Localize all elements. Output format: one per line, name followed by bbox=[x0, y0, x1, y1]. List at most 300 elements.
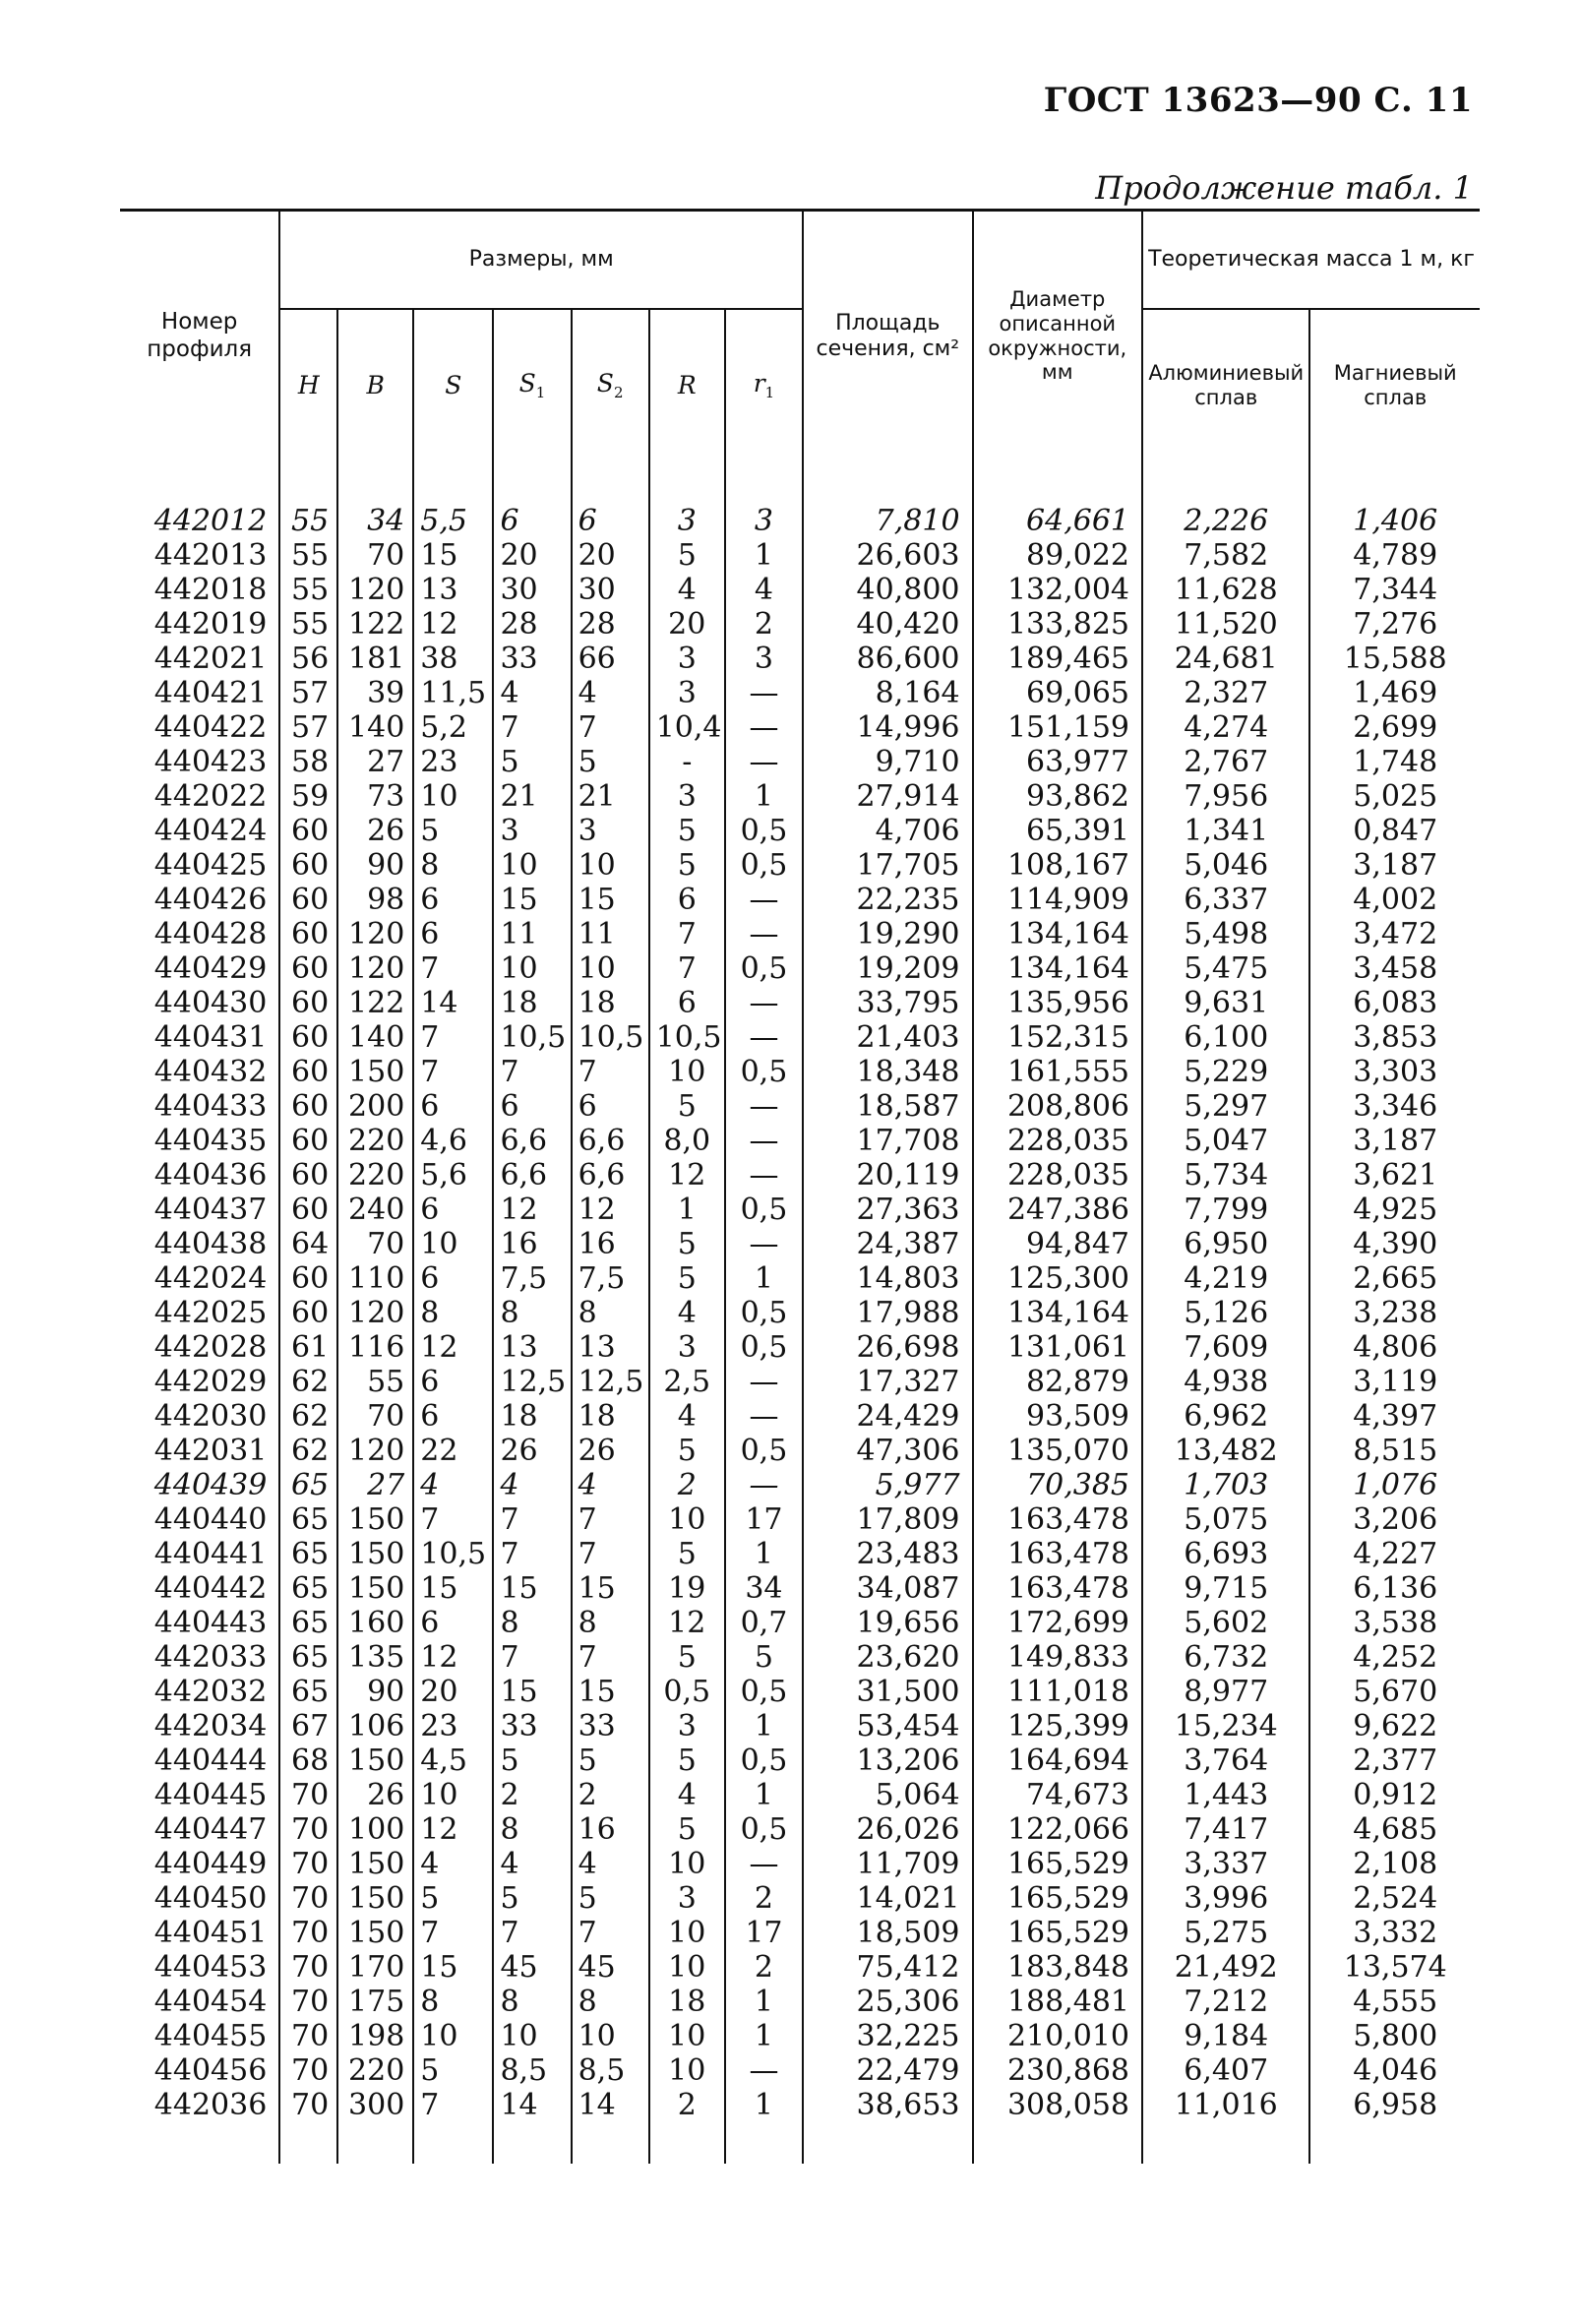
cell-h: 65 bbox=[279, 1606, 337, 1640]
cell-r: 7 bbox=[649, 917, 725, 951]
header-s1 bbox=[493, 309, 571, 460]
cell-b: 300 bbox=[337, 2088, 413, 2122]
cell-r: 10 bbox=[649, 2019, 725, 2053]
table-row bbox=[120, 1847, 1480, 1881]
cell-b: 150 bbox=[337, 1916, 413, 1950]
table-row bbox=[120, 1330, 1480, 1365]
cell-b: 90 bbox=[337, 848, 413, 883]
cell-b: 70 bbox=[337, 1399, 413, 1434]
cell-b: 55 bbox=[337, 1365, 413, 1399]
cell-magnesium-mass: 1,406 bbox=[1309, 460, 1480, 538]
cell-area: 17,809 bbox=[803, 1502, 972, 1537]
cell-profile-number: 440443 bbox=[153, 1606, 268, 1640]
cell-s2: 15 bbox=[572, 1675, 649, 1709]
cell-h: 60 bbox=[279, 814, 337, 848]
cell-magnesium-mass: 13,574 bbox=[1309, 1950, 1480, 1985]
cell-diameter: 165,529 bbox=[973, 1916, 1142, 1950]
cell-area: 19,656 bbox=[803, 1606, 972, 1640]
cell-s1: 7 bbox=[493, 1640, 571, 1675]
cell-h: 64 bbox=[279, 1227, 337, 1261]
cell-aluminium-mass: 5,046 bbox=[1142, 848, 1309, 883]
cell-h: 62 bbox=[279, 1434, 337, 1468]
cell-h: 57 bbox=[279, 676, 337, 710]
cell-s1: 21 bbox=[493, 779, 571, 814]
cell-magnesium-mass: 2,377 bbox=[1309, 1743, 1480, 1778]
cell-area: 23,620 bbox=[803, 1640, 972, 1675]
cell-diameter: 165,529 bbox=[973, 1847, 1142, 1881]
cell-s2: 5 bbox=[572, 1881, 649, 1916]
cell-s2: 6,6 bbox=[572, 1124, 649, 1158]
header-profile-number: Номер профиля bbox=[120, 211, 279, 461]
cell-h: 55 bbox=[279, 573, 337, 607]
cell-aluminium-mass: 3,337 bbox=[1142, 1847, 1309, 1881]
cell-b: 120 bbox=[337, 573, 413, 607]
table-row bbox=[120, 642, 1480, 676]
cell-h: 57 bbox=[279, 710, 337, 745]
header-s1-subscript: 1 bbox=[535, 383, 546, 401]
cell-diameter: 74,673 bbox=[973, 1778, 1142, 1812]
cell-area: 17,327 bbox=[803, 1365, 972, 1399]
cell-h: 60 bbox=[279, 1055, 337, 1089]
cell-h: 55 bbox=[279, 538, 337, 573]
cell-profile-number: 442018 bbox=[153, 573, 268, 607]
cell-r: 3 bbox=[649, 779, 725, 814]
cell-b: 120 bbox=[337, 951, 413, 986]
cell-b: 34 bbox=[337, 460, 413, 538]
cell-profile-number: 440423 bbox=[153, 745, 268, 779]
cell-magnesium-mass: 1,076 bbox=[1309, 1468, 1480, 1502]
cell-b: 150 bbox=[337, 1571, 413, 1606]
cell-area: 47,306 bbox=[803, 1434, 972, 1468]
cell-magnesium-mass: 1,748 bbox=[1309, 745, 1480, 779]
spacer-cell bbox=[973, 2122, 1142, 2164]
cell-profile-number: 440432 bbox=[153, 1055, 268, 1089]
cell-diameter: 189,465 bbox=[973, 642, 1142, 676]
cell-aluminium-mass: 3,996 bbox=[1142, 1881, 1309, 1916]
cell-s2: 33 bbox=[572, 1709, 649, 1743]
cell-magnesium-mass: 4,252 bbox=[1309, 1640, 1480, 1675]
table-row bbox=[120, 1296, 1480, 1330]
cell-s2: 16 bbox=[572, 1812, 649, 1847]
cell-profile-number: 440424 bbox=[153, 814, 268, 848]
cell-s: 6 bbox=[413, 1399, 493, 1434]
cell-diameter: 135,956 bbox=[973, 986, 1142, 1020]
cell-h: 70 bbox=[279, 2053, 337, 2088]
cell-magnesium-mass: 4,390 bbox=[1309, 1227, 1480, 1261]
cell-r: 10 bbox=[649, 1950, 725, 1985]
cell-s1: 5 bbox=[493, 1881, 571, 1916]
cell-diameter: 69,065 bbox=[973, 676, 1142, 710]
cell-aluminium-mass: 7,582 bbox=[1142, 538, 1309, 573]
cell-r: 5 bbox=[649, 1089, 725, 1124]
cell-s2: 2 bbox=[572, 1778, 649, 1812]
cell-r1: 1 bbox=[725, 1709, 803, 1743]
cell-s: 12 bbox=[413, 1640, 493, 1675]
cell-s: 7 bbox=[413, 1502, 493, 1537]
cell-s1: 28 bbox=[493, 607, 571, 642]
cell-b: 150 bbox=[337, 1055, 413, 1089]
cell-r1: — bbox=[725, 1847, 803, 1881]
cell-s1: 33 bbox=[493, 642, 571, 676]
header-area: Площадь сечения, см² bbox=[803, 211, 972, 461]
table-row bbox=[120, 986, 1480, 1020]
cell-aluminium-mass: 8,977 bbox=[1142, 1675, 1309, 1709]
cell-s1: 10 bbox=[493, 951, 571, 986]
table-row bbox=[120, 1502, 1480, 1537]
cell-profile-number: 440456 bbox=[153, 2053, 268, 2088]
cell-h: 70 bbox=[279, 1916, 337, 1950]
cell-area: 40,420 bbox=[803, 607, 972, 642]
table-row bbox=[120, 1881, 1480, 1916]
cell-r1: 34 bbox=[725, 1571, 803, 1606]
cell-profile-number: 440442 bbox=[153, 1571, 268, 1606]
table-row bbox=[120, 1055, 1480, 1089]
cell-h: 65 bbox=[279, 1640, 337, 1675]
spacer-cell bbox=[1142, 2122, 1309, 2164]
cell-b: 120 bbox=[337, 1434, 413, 1468]
cell-area: 26,698 bbox=[803, 1330, 972, 1365]
cell-s1: 18 bbox=[493, 986, 571, 1020]
cell-s2: 8 bbox=[572, 1985, 649, 2019]
cell-magnesium-mass: 4,227 bbox=[1309, 1537, 1480, 1571]
cell-b: 220 bbox=[337, 1158, 413, 1193]
cell-r1: 17 bbox=[725, 1502, 803, 1537]
cell-profile-number: 440433 bbox=[153, 1089, 268, 1124]
cell-r1: — bbox=[725, 1089, 803, 1124]
cell-s1: 10,5 bbox=[493, 1020, 571, 1055]
cell-r: 18 bbox=[649, 1985, 725, 2019]
cell-s: 6 bbox=[413, 1089, 493, 1124]
cell-s2: 10 bbox=[572, 951, 649, 986]
cell-s: 15 bbox=[413, 538, 493, 573]
cell-s1: 8 bbox=[493, 1296, 571, 1330]
cell-aluminium-mass: 9,184 bbox=[1142, 2019, 1309, 2053]
cell-profile-number: 442024 bbox=[153, 1261, 268, 1296]
cell-diameter: 161,555 bbox=[973, 1055, 1142, 1089]
cell-magnesium-mass: 4,806 bbox=[1309, 1330, 1480, 1365]
table-row bbox=[120, 779, 1480, 814]
cell-aluminium-mass: 2,767 bbox=[1142, 745, 1309, 779]
cell-aluminium-mass: 6,732 bbox=[1142, 1640, 1309, 1675]
cell-h: 62 bbox=[279, 1399, 337, 1434]
cell-r1: 2 bbox=[725, 1881, 803, 1916]
cell-r1: — bbox=[725, 917, 803, 951]
cell-magnesium-mass: 4,046 bbox=[1309, 2053, 1480, 2088]
cell-s2: 18 bbox=[572, 1399, 649, 1434]
cell-r: 8,0 bbox=[649, 1124, 725, 1158]
cell-s: 7 bbox=[413, 1055, 493, 1089]
header-s: S bbox=[413, 309, 493, 460]
spacer-cell bbox=[279, 2122, 337, 2164]
cell-diameter: 228,035 bbox=[973, 1124, 1142, 1158]
cell-area: 23,483 bbox=[803, 1537, 972, 1571]
header-magnesium: Магниевый сплав bbox=[1309, 309, 1480, 460]
cell-r1: — bbox=[725, 986, 803, 1020]
cell-b: 120 bbox=[337, 917, 413, 951]
table-row bbox=[120, 1158, 1480, 1193]
cell-s: 4 bbox=[413, 1468, 493, 1502]
cell-s2: 7 bbox=[572, 1502, 649, 1537]
cell-r: 10 bbox=[649, 1916, 725, 1950]
cell-s2: 66 bbox=[572, 642, 649, 676]
cell-area: 31,500 bbox=[803, 1675, 972, 1709]
cell-diameter: 70,385 bbox=[973, 1468, 1142, 1502]
cell-r: 12 bbox=[649, 1158, 725, 1193]
cell-b: 70 bbox=[337, 538, 413, 573]
cell-s: 4,5 bbox=[413, 1743, 493, 1778]
cell-s1: 5 bbox=[493, 1743, 571, 1778]
table-row bbox=[120, 538, 1480, 573]
cell-r1: — bbox=[725, 1399, 803, 1434]
cell-r1: — bbox=[725, 883, 803, 917]
cell-s1: 30 bbox=[493, 573, 571, 607]
cell-s: 5 bbox=[413, 2053, 493, 2088]
cell-r1: 1 bbox=[725, 1261, 803, 1296]
cell-r1: 0,5 bbox=[725, 951, 803, 986]
cell-area: 9,710 bbox=[803, 745, 972, 779]
cell-magnesium-mass: 2,524 bbox=[1309, 1881, 1480, 1916]
cell-s2: 18 bbox=[572, 986, 649, 1020]
cell-profile-number: 440435 bbox=[153, 1124, 268, 1158]
cell-h: 70 bbox=[279, 1881, 337, 1916]
cell-s2: 26 bbox=[572, 1434, 649, 1468]
cell-magnesium-mass: 3,119 bbox=[1309, 1365, 1480, 1399]
cell-h: 65 bbox=[279, 1502, 337, 1537]
cell-h: 55 bbox=[279, 607, 337, 642]
cell-s: 12 bbox=[413, 607, 493, 642]
cell-s: 10,5 bbox=[413, 1537, 493, 1571]
cell-s2: 10 bbox=[572, 848, 649, 883]
cell-diameter: 63,977 bbox=[973, 745, 1142, 779]
cell-s1: 2 bbox=[493, 1778, 571, 1812]
cell-profile-number: 440430 bbox=[153, 986, 268, 1020]
cell-s: 8 bbox=[413, 1985, 493, 2019]
cell-diameter: 163,478 bbox=[973, 1571, 1142, 1606]
table-row bbox=[120, 1193, 1480, 1227]
table-row bbox=[120, 1571, 1480, 1606]
cell-r: 5 bbox=[649, 1227, 725, 1261]
cell-s2: 16 bbox=[572, 1227, 649, 1261]
cell-aluminium-mass: 5,602 bbox=[1142, 1606, 1309, 1640]
cell-b: 160 bbox=[337, 1606, 413, 1640]
cell-magnesium-mass: 2,108 bbox=[1309, 1847, 1480, 1881]
cell-r1: 2 bbox=[725, 1950, 803, 1985]
table-row bbox=[120, 1399, 1480, 1434]
cell-s1: 7 bbox=[493, 1502, 571, 1537]
cell-magnesium-mass: 3,332 bbox=[1309, 1916, 1480, 1950]
cell-h: 59 bbox=[279, 779, 337, 814]
table-row bbox=[120, 2053, 1480, 2088]
cell-s2: 14 bbox=[572, 2088, 649, 2122]
cell-r1: 0,5 bbox=[725, 1675, 803, 1709]
cell-s: 5,2 bbox=[413, 710, 493, 745]
cell-s1: 6 bbox=[493, 460, 571, 538]
cell-area: 33,795 bbox=[803, 986, 972, 1020]
cell-r: 2 bbox=[649, 1468, 725, 1502]
cell-h: 70 bbox=[279, 1778, 337, 1812]
spacer-cell bbox=[413, 2122, 493, 2164]
cell-magnesium-mass: 3,346 bbox=[1309, 1089, 1480, 1124]
table-row bbox=[120, 1434, 1480, 1468]
cell-s: 7 bbox=[413, 951, 493, 986]
table-row bbox=[120, 710, 1480, 745]
cell-profile-number: 442029 bbox=[153, 1365, 268, 1399]
cell-s1: 7 bbox=[493, 1916, 571, 1950]
cell-r1: 1 bbox=[725, 1537, 803, 1571]
cell-aluminium-mass: 21,492 bbox=[1142, 1950, 1309, 1985]
cell-r1: — bbox=[725, 1227, 803, 1261]
cell-s1: 16 bbox=[493, 1227, 571, 1261]
cell-magnesium-mass: 0,847 bbox=[1309, 814, 1480, 848]
cell-r1: 4 bbox=[725, 573, 803, 607]
cell-r: 2 bbox=[649, 2088, 725, 2122]
cell-aluminium-mass: 5,229 bbox=[1142, 1055, 1309, 1089]
cell-b: 106 bbox=[337, 1709, 413, 1743]
cell-aluminium-mass: 11,628 bbox=[1142, 573, 1309, 607]
cell-magnesium-mass: 4,789 bbox=[1309, 538, 1480, 573]
cell-aluminium-mass: 9,631 bbox=[1142, 986, 1309, 1020]
cell-s2: 8 bbox=[572, 1296, 649, 1330]
cell-magnesium-mass: 6,958 bbox=[1309, 2088, 1480, 2122]
cell-aluminium-mass: 13,482 bbox=[1142, 1434, 1309, 1468]
cell-s2: 6 bbox=[572, 1089, 649, 1124]
cell-b: 27 bbox=[337, 1468, 413, 1502]
cell-s: 15 bbox=[413, 1950, 493, 1985]
cell-s1: 12,5 bbox=[493, 1365, 571, 1399]
cell-s1: 7 bbox=[493, 710, 571, 745]
cell-area: 18,587 bbox=[803, 1089, 972, 1124]
cell-magnesium-mass: 2,699 bbox=[1309, 710, 1480, 745]
table-body bbox=[120, 460, 1480, 2164]
table-row bbox=[120, 1675, 1480, 1709]
cell-s2: 7 bbox=[572, 1055, 649, 1089]
cell-diameter: 132,004 bbox=[973, 573, 1142, 607]
cell-s: 6 bbox=[413, 1606, 493, 1640]
cell-s2: 8 bbox=[572, 1606, 649, 1640]
cell-diameter: 152,315 bbox=[973, 1020, 1142, 1055]
cell-r1: 1 bbox=[725, 538, 803, 573]
table-row bbox=[120, 607, 1480, 642]
header-s1-symbol: S bbox=[518, 368, 536, 398]
cell-s: 13 bbox=[413, 573, 493, 607]
cell-s2: 7,5 bbox=[572, 1261, 649, 1296]
cell-r: 5 bbox=[649, 1261, 725, 1296]
cell-s2: 4 bbox=[572, 676, 649, 710]
cell-h: 65 bbox=[279, 1468, 337, 1502]
cell-s1: 4 bbox=[493, 676, 571, 710]
cell-diameter: 93,509 bbox=[973, 1399, 1142, 1434]
cell-b: 150 bbox=[337, 1502, 413, 1537]
cell-area: 19,209 bbox=[803, 951, 972, 986]
header-r1 bbox=[725, 309, 803, 460]
cell-aluminium-mass: 6,407 bbox=[1142, 2053, 1309, 2088]
cell-diameter: 308,058 bbox=[973, 2088, 1142, 2122]
cell-magnesium-mass: 4,685 bbox=[1309, 1812, 1480, 1847]
cell-h: 70 bbox=[279, 1985, 337, 2019]
cell-area: 75,412 bbox=[803, 1950, 972, 1985]
cell-s1: 4 bbox=[493, 1847, 571, 1881]
cell-s2: 12 bbox=[572, 1193, 649, 1227]
table-row bbox=[120, 573, 1480, 607]
header-b: B bbox=[337, 309, 413, 460]
cell-area: 27,914 bbox=[803, 779, 972, 814]
cell-s1: 6,6 bbox=[493, 1158, 571, 1193]
cell-r: 5 bbox=[649, 1812, 725, 1847]
table-row bbox=[120, 1124, 1480, 1158]
cell-diameter: 134,164 bbox=[973, 951, 1142, 986]
cell-s2: 10 bbox=[572, 2019, 649, 2053]
cell-area: 17,708 bbox=[803, 1124, 972, 1158]
cell-h: 60 bbox=[279, 1193, 337, 1227]
cell-magnesium-mass: 3,206 bbox=[1309, 1502, 1480, 1537]
spacer-cell bbox=[725, 2122, 803, 2164]
cell-diameter: 151,159 bbox=[973, 710, 1142, 745]
cell-b: 70 bbox=[337, 1227, 413, 1261]
cell-diameter: 188,481 bbox=[973, 1985, 1142, 2019]
cell-profile-number: 440431 bbox=[153, 1020, 268, 1055]
cell-h: 60 bbox=[279, 1089, 337, 1124]
cell-aluminium-mass: 5,275 bbox=[1142, 1916, 1309, 1950]
cell-s2: 10,5 bbox=[572, 1020, 649, 1055]
cell-s: 15 bbox=[413, 1571, 493, 1606]
cell-b: 122 bbox=[337, 986, 413, 1020]
cell-b: 122 bbox=[337, 607, 413, 642]
cell-area: 8,164 bbox=[803, 676, 972, 710]
cell-aluminium-mass: 5,075 bbox=[1142, 1502, 1309, 1537]
cell-aluminium-mass: 6,962 bbox=[1142, 1399, 1309, 1434]
cell-area: 13,206 bbox=[803, 1743, 972, 1778]
cell-r: - bbox=[649, 745, 725, 779]
cell-profile-number: 442033 bbox=[153, 1640, 268, 1675]
cell-s1: 20 bbox=[493, 538, 571, 573]
cell-profile-number: 440450 bbox=[153, 1881, 268, 1916]
cell-area: 11,709 bbox=[803, 1847, 972, 1881]
cell-s2: 5 bbox=[572, 1743, 649, 1778]
cell-magnesium-mass: 8,515 bbox=[1309, 1434, 1480, 1468]
cell-s: 11,5 bbox=[413, 676, 493, 710]
cell-r: 5 bbox=[649, 1743, 725, 1778]
cell-s2: 7 bbox=[572, 1640, 649, 1675]
cell-area: 14,803 bbox=[803, 1261, 972, 1296]
cell-area: 86,600 bbox=[803, 642, 972, 676]
cell-aluminium-mass: 4,938 bbox=[1142, 1365, 1309, 1399]
spacer-cell bbox=[803, 2122, 972, 2164]
cell-r: 3 bbox=[649, 676, 725, 710]
cell-aluminium-mass: 1,443 bbox=[1142, 1778, 1309, 1812]
cell-area: 7,810 bbox=[803, 460, 972, 538]
cell-profile-number: 440449 bbox=[153, 1847, 268, 1881]
cell-s2: 20 bbox=[572, 538, 649, 573]
cell-r1: 1 bbox=[725, 1985, 803, 2019]
cell-h: 68 bbox=[279, 1743, 337, 1778]
cell-r1: — bbox=[725, 2053, 803, 2088]
cell-s: 10 bbox=[413, 1778, 493, 1812]
cell-aluminium-mass: 4,274 bbox=[1142, 710, 1309, 745]
cell-s2: 45 bbox=[572, 1950, 649, 1985]
cell-diameter: 163,478 bbox=[973, 1537, 1142, 1571]
header-diameter: Диаметр описанной окружности, мм bbox=[973, 211, 1142, 461]
cell-b: 135 bbox=[337, 1640, 413, 1675]
cell-magnesium-mass: 3,458 bbox=[1309, 951, 1480, 986]
cell-b: 150 bbox=[337, 1537, 413, 1571]
cell-area: 25,306 bbox=[803, 1985, 972, 2019]
cell-diameter: 149,833 bbox=[973, 1640, 1142, 1675]
cell-magnesium-mass: 15,588 bbox=[1309, 642, 1480, 676]
cell-profile-number: 442034 bbox=[153, 1709, 268, 1743]
cell-profile-number: 442019 bbox=[153, 607, 268, 642]
spacer-cell bbox=[572, 2122, 649, 2164]
table-row bbox=[120, 1812, 1480, 1847]
